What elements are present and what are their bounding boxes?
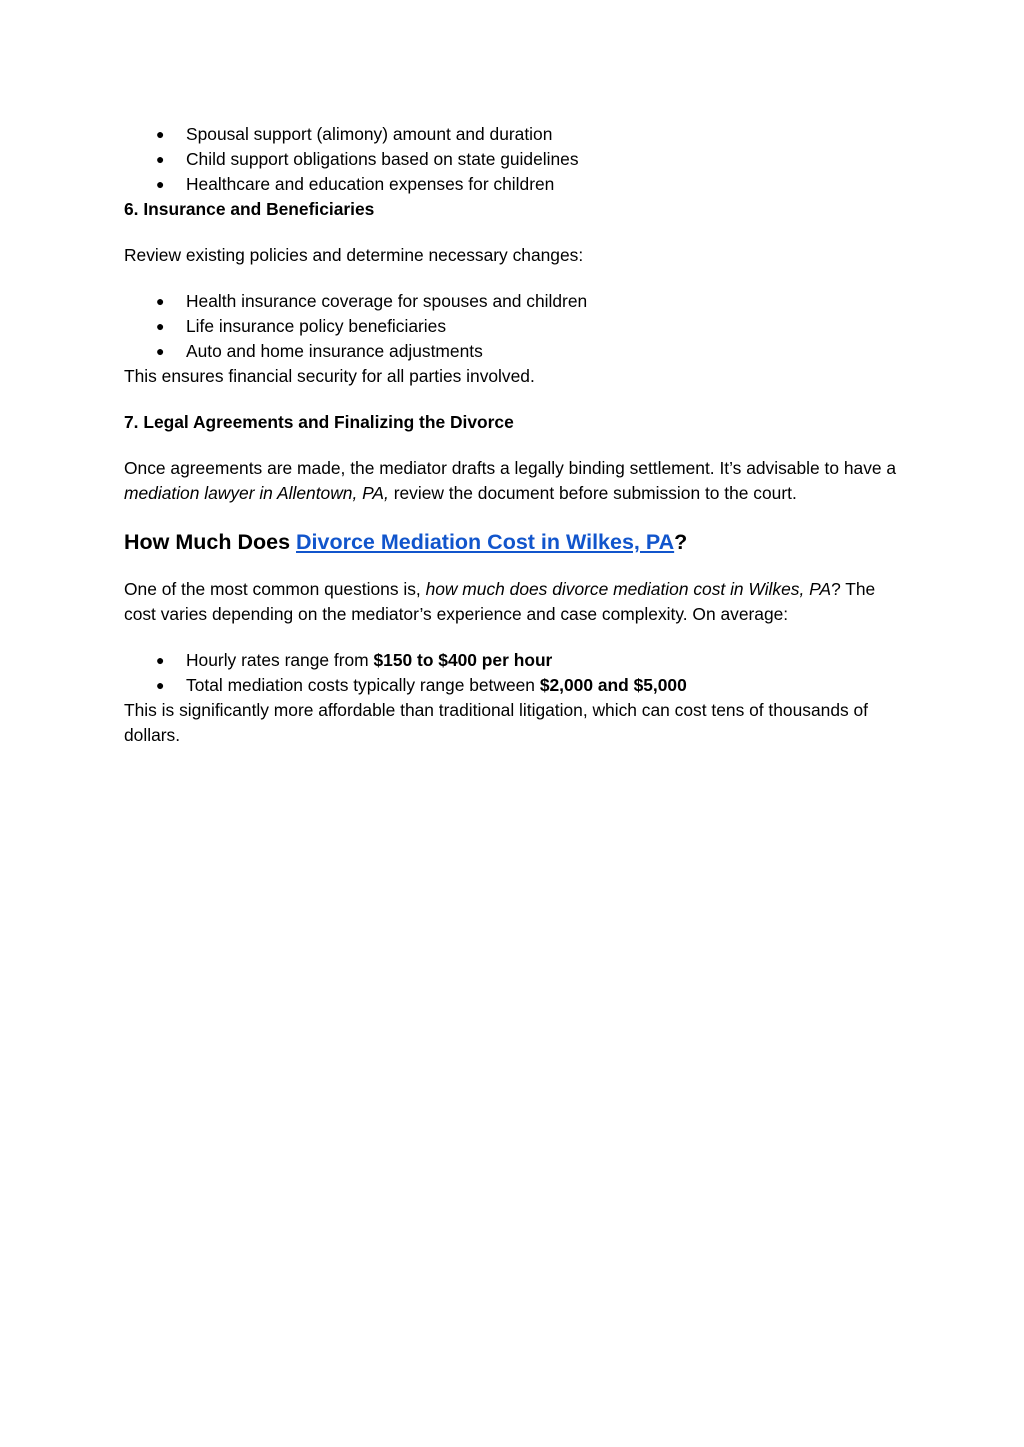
section-7-heading: 7. Legal Agreements and Finalizing the Divorce	[124, 412, 514, 432]
cost-list	[124, 648, 904, 698]
cost-heading: How Much Does Divorce Mediation Cost in Wilkes, PA?	[124, 530, 688, 554]
section-6-intro: Review existing policies and determine necessary changes:	[124, 245, 584, 265]
section-6-closing: This ensures financial security for all parties involved.	[124, 366, 535, 386]
bullet-icon: ●	[156, 652, 165, 668]
support-list	[124, 122, 904, 197]
section-7-paragraph: Once agreements are made, the mediator drafts a legally binding settlement. It’s advisable to have a mediation lawyer in Allentown, PA, review the document before submission to the court.	[124, 458, 897, 503]
list-item: ● Spousal support (alimony) amount and duration	[124, 122, 904, 147]
bullet-icon: ●	[156, 176, 165, 192]
lawyer-reference: mediation lawyer in Allentown, PA,	[124, 483, 389, 503]
bullet-icon: ●	[156, 293, 165, 309]
section-6-heading: 6. Insurance and Beneficiaries	[124, 199, 375, 219]
bullet-icon: ●	[156, 677, 165, 693]
bullet-icon: ●	[156, 126, 165, 142]
list-item: ● Life insurance policy beneficiaries	[124, 314, 904, 339]
cost-question: how much does divorce mediation cost in Wilkes, PA	[425, 579, 832, 599]
cost-link[interactable]: Divorce Mediation Cost in Wilkes, PA	[296, 530, 675, 554]
list-item: ● Health insurance coverage for spouses and children	[124, 289, 904, 314]
list-item: ● Auto and home insurance adjustments	[124, 339, 904, 364]
document-body	[124, 122, 904, 769]
bullet-icon: ●	[156, 318, 165, 334]
list-item: ● Total mediation costs typically range between $2,000 and $5,000	[124, 673, 904, 698]
bullet-icon: ●	[156, 343, 165, 359]
bullet-icon: ●	[156, 151, 165, 167]
list-item: ● Child support obligations based on state guidelines	[124, 147, 904, 172]
insurance-list	[124, 289, 904, 364]
cost-closing: This is significantly more affordable than traditional litigation, which can cost tens of thousands of dollars.	[124, 700, 869, 745]
list-item: ● Hourly rates range from $150 to $400 per hour	[124, 648, 904, 673]
list-item: ● Healthcare and education expenses for children	[124, 172, 904, 197]
cost-paragraph: One of the most common questions is, how much does divorce mediation cost in Wilkes, PA? The cost varies depending on the mediator’s experience and case complexity. On average:	[124, 579, 876, 624]
